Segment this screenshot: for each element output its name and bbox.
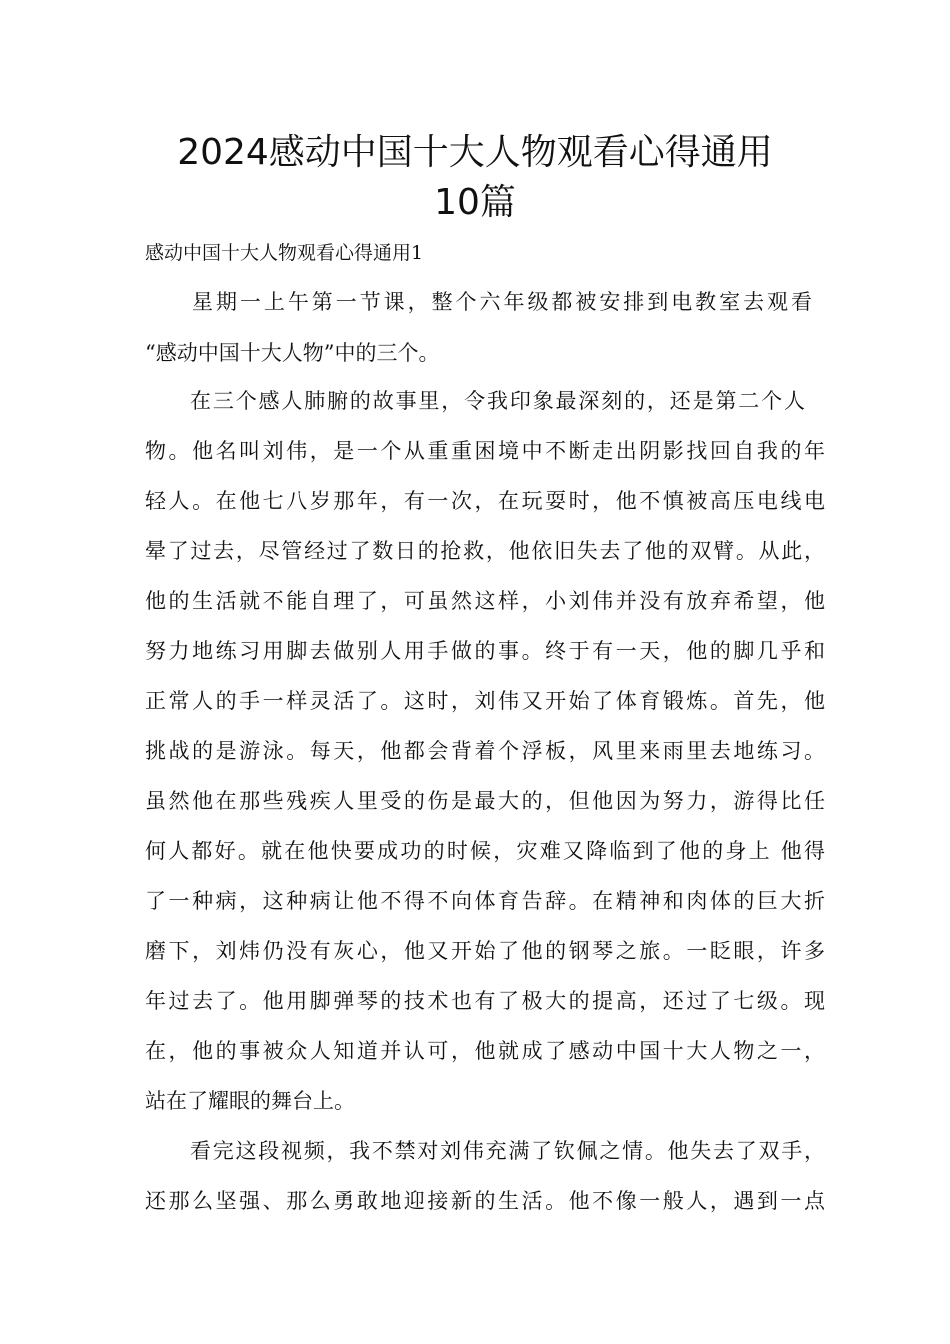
paragraph-line: 何人都好。就在他快要成功的时候，灾难又降临到了他的身上 他得 [145, 839, 825, 863]
paragraph-line: 还那么坚强、那么勇敢地迎接新的生活。他不像一般人，遇到一点 [145, 1189, 825, 1213]
paragraph-line: 他的生活就不能自理了，可虽然这样，小刘伟并没有放弃希望，他 [145, 589, 825, 613]
paragraph-line: 站在了耀眼的舞台上。 [145, 1089, 355, 1113]
paragraph-line: 挑战的是游泳。每天，他都会背着个浮板，风里来雨里去地练习。 [145, 739, 825, 763]
paragraph-line: 看完这段视频，我不禁对刘伟充满了钦佩之情。他失去了双手， [190, 1139, 825, 1163]
paragraph-line: 了一种病，这种病让他不得不向体育告辞。在精神和肉体的巨大折 [145, 889, 825, 913]
document-title-line-2: 10篇 [434, 182, 516, 223]
paragraph-line: 正常人的手一样灵活了。这时，刘伟又开始了体育锻炼。首先，他 [145, 689, 825, 713]
paragraph-line: 在，他的事被众人知道并认可，他就成了感动中国十大人物之一， [145, 1039, 825, 1063]
section-heading: 感动中国十大人物观看心得通用1 [145, 242, 424, 264]
paragraph-line: 磨下，刘炜仍没有灰心，他又开始了他的钢琴之旅。一眨眼，许多 [145, 939, 825, 963]
paragraph-line: 星期一上午第一节课，整个六年级都被安排到电教室去观看 [192, 290, 812, 314]
paragraph-line: 晕了过去，尽管经过了数日的抢救，他依旧失去了他的双臂。从此， [145, 539, 825, 563]
paragraph-line: 轻人。在他七八岁那年，有一次，在玩耍时，他不慎被高压电线电 [145, 489, 825, 513]
paragraph-line: 年过去了。他用脚弹琴的技术也有了极大的提高，还过了七级。现 [145, 989, 825, 1013]
document-title-line-1: 2024感动中国十大人物观看心得通用 [177, 132, 773, 173]
paragraph-line: 努力地练习用脚去做别人用手做的事。终于有一天，他的脚几乎和 [145, 639, 825, 663]
paragraph-line: 物。他名叫刘伟，是一个从重重困境中不断走出阴影找回自我的年 [145, 439, 825, 463]
paragraph-line: 虽然他在那些残疾人里受的伤是最大的，但他因为努力，游得比任 [145, 789, 825, 813]
paragraph-line: 在三个感人肺腑的故事里，令我印象最深刻的，还是第二个人 [190, 389, 805, 413]
paragraph-line: “感动中国十大人物”中的三个。 [145, 341, 440, 365]
